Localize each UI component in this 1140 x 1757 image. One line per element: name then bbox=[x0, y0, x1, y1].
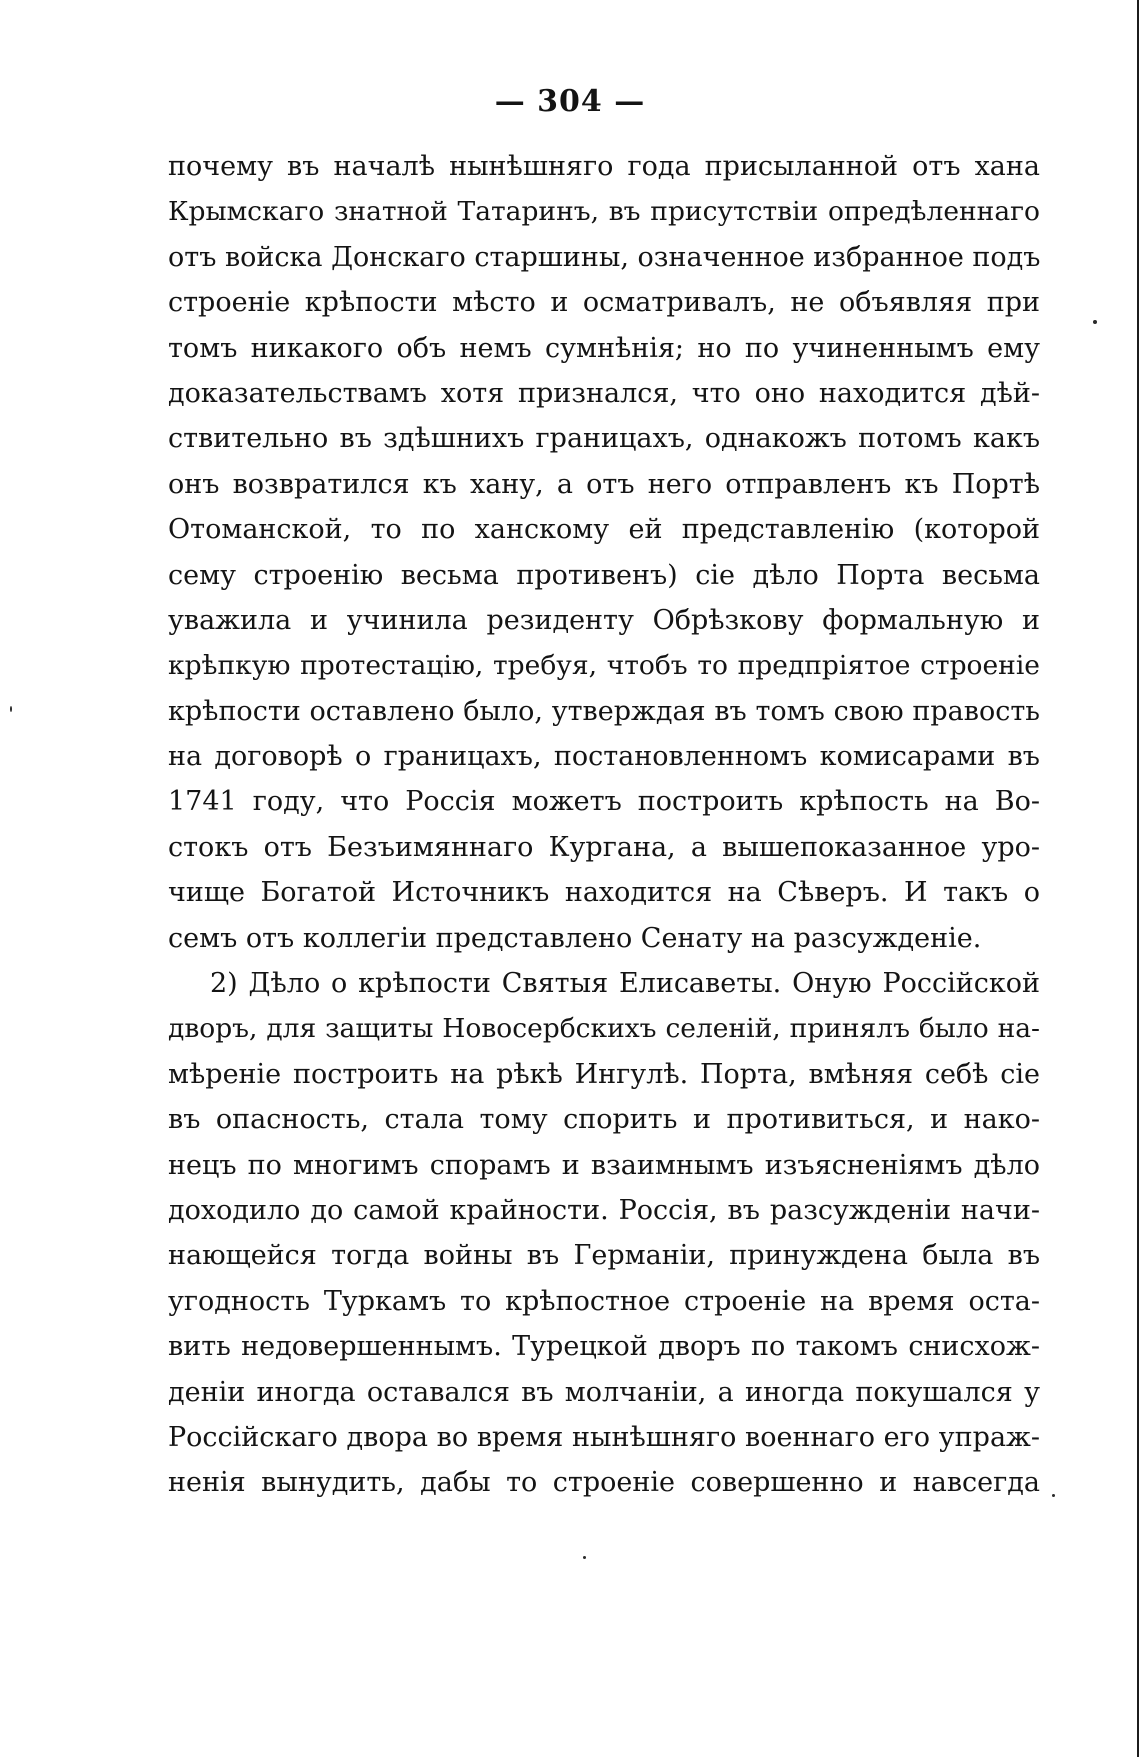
text-line: ненія вынудить, дабы то строеніе совершенно и навсегда bbox=[168, 1467, 1040, 1499]
text-line: уважила и учинила резиденту Обрѣзкову формальную и bbox=[168, 604, 1040, 636]
text-line: отъ войска Донскаго старшины, означенное избранное подъ bbox=[168, 241, 1040, 273]
text-line: въ опасность, стала тому спорить и противиться, и нако- bbox=[168, 1104, 1040, 1136]
text-line: ствительно въ здѣшнихъ границахъ, однакожъ потомъ какъ bbox=[168, 423, 1040, 455]
text-line: крѣпкую протестацію, требуя, чтобъ то предпріятое строеніе bbox=[168, 650, 1040, 682]
text-line: строеніе крѣпости мѣсто и осматривалъ, не объявляя при bbox=[168, 287, 1040, 319]
text-line: Отоманской, то по ханскому ей представленію (которой bbox=[168, 514, 1040, 546]
page-edge-line bbox=[1137, 0, 1139, 1757]
text-line: сему строенію весьма противенъ) сіе дѣло Порта весьма bbox=[168, 559, 1040, 591]
text-line: мѣреніе построить на рѣкѣ Ингулѣ. Порта, вмѣняя себѣ сіе bbox=[168, 1058, 1040, 1090]
print-speck bbox=[583, 1556, 586, 1559]
page-number: — 304 — bbox=[494, 84, 646, 119]
text-line: деніи иногда оставался въ молчаніи, а иногда покушался у bbox=[168, 1376, 1040, 1408]
body-text bbox=[168, 144, 1040, 1506]
print-speck bbox=[10, 706, 12, 712]
paragraph-2 bbox=[168, 961, 1040, 1506]
text-line: Крымскаго знатной Татаринъ, въ присутствіи опредѣленнаго bbox=[168, 196, 1040, 228]
print-speck bbox=[1093, 320, 1097, 324]
print-speck bbox=[1052, 1494, 1055, 1497]
text-line: семъ отъ коллегіи представлено Сенату на разсужденіе. bbox=[168, 922, 982, 954]
text-line: вить недовершеннымъ. Турецкой дворъ по такомъ снисхож- bbox=[168, 1331, 1040, 1363]
text-line: Россійскаго двора во время нынѣшняго военнаго его упраж- bbox=[168, 1421, 1040, 1453]
text-line: доказательствамъ хотя признался, что оно находится дѣй- bbox=[168, 377, 1040, 409]
text-line: нающейся тогда войны въ Германіи, принуждена была въ bbox=[168, 1240, 1040, 1272]
text-line: чище Богатой Источникъ находится на Сѣверъ. И такъ о bbox=[168, 877, 1040, 909]
text-line: дворъ, для защиты Новосербскихъ селеній, принялъ было на- bbox=[168, 1013, 1040, 1045]
text-line: стокъ отъ Безъимяннаго Кургана, а вышепоказанное уро- bbox=[168, 831, 1040, 863]
paragraph-1 bbox=[168, 144, 1040, 961]
text-line: почему въ началѣ нынѣшняго года присыланной отъ хана bbox=[168, 151, 1040, 182]
text-line: крѣпости оставлено было, утверждая въ томъ свою правость bbox=[168, 695, 1040, 727]
text-line: на договорѣ о границахъ, постановленномъ комисарами въ bbox=[168, 741, 1040, 773]
text-line: доходило до самой крайности. Россія, въ разсужденіи начи- bbox=[168, 1194, 1040, 1226]
text-line: 2) Дѣло о крѣпости Святыя Елисаветы. Оную Россійской bbox=[210, 968, 1040, 1000]
text-line: нецъ по многимъ спорамъ и взаимнымъ изъясненіямъ дѣло bbox=[168, 1149, 1040, 1181]
text-line: онъ возвратился къ хану, а отъ него отправленъ къ Портѣ bbox=[168, 468, 1040, 500]
text-line: томъ никакого объ немъ сумнѣнія; но по учиненнымъ ему bbox=[168, 332, 1040, 364]
text-line: угодность Туркамъ то крѣпостное строеніе на время оста- bbox=[168, 1285, 1040, 1317]
text-line: 1741 году, что Россія можетъ построить крѣпость на Во- bbox=[168, 786, 1040, 818]
